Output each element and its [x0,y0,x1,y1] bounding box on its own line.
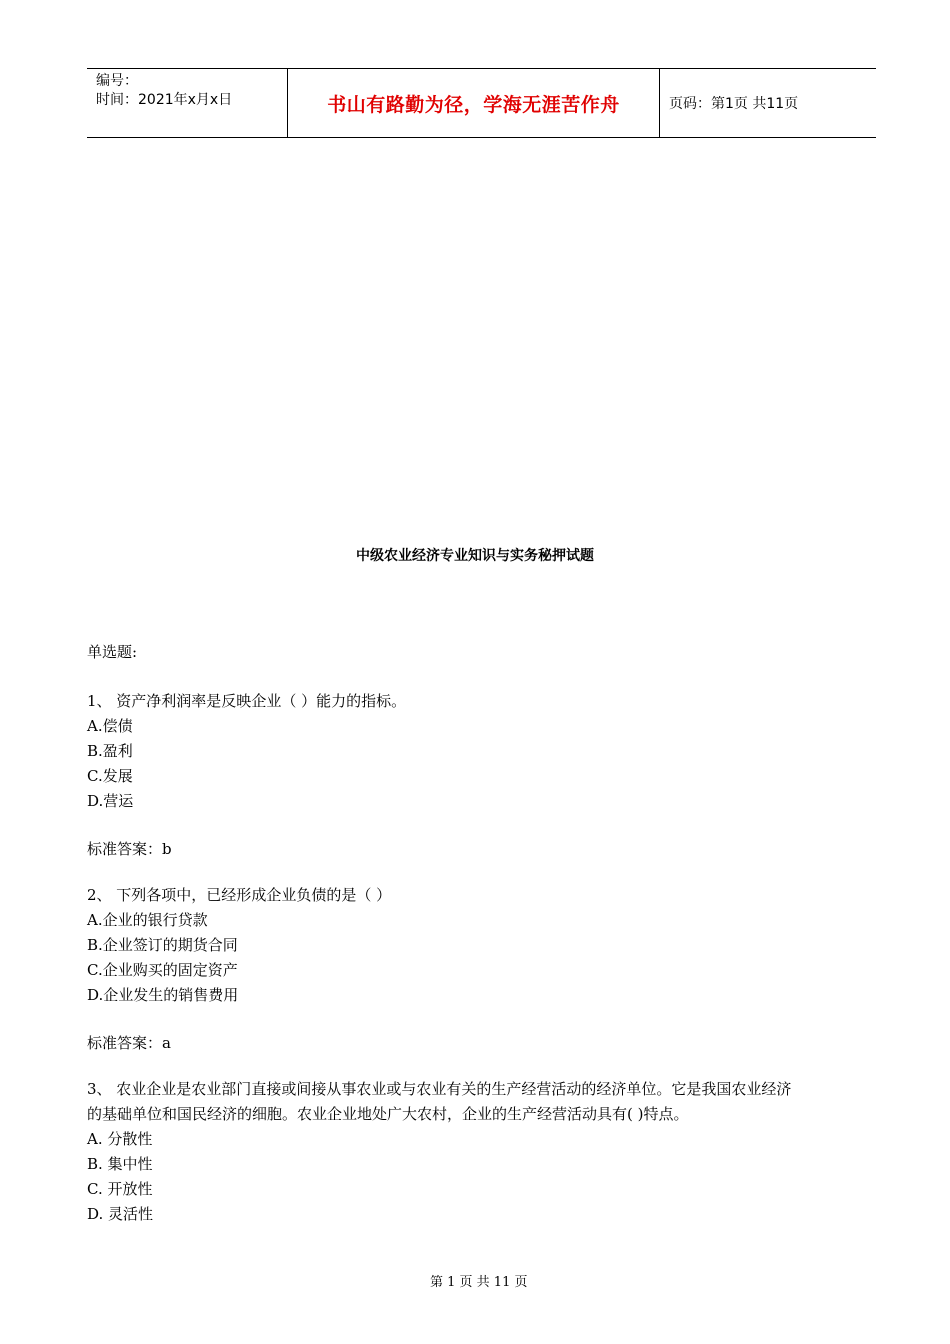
question-1-option-d: D.营运 [87,792,134,810]
document-code-label: 编号： [96,73,138,89]
question-2-answer: 标准答案：a [87,1034,171,1052]
document-title: 中级农业经济专业知识与实务秘押试题 [356,548,594,564]
question-3-option-d: D. 灵活性 [87,1205,154,1223]
document-time-label: 时间：2021年x月x日 [96,92,233,108]
question-2-option-b: B.企业签订的期货合同 [87,936,238,954]
question-3-stem-line-2: 的基础单位和国民经济的细胞。农业企业地处广大农村，企业的生产经营活动具有( )特点。 [87,1105,689,1123]
header-motto-cell [287,69,660,137]
question-3-option-b: B. 集中性 [87,1155,153,1173]
question-3-stem-line-1: 3、 农业企业是农业部门直接或间接从事农业或与农业有关的生产经营活动的经济单位。它是我国农业经济 [87,1080,792,1098]
section-label: 单选题: [87,643,138,661]
question-1-stem: 1、 资产净利润率是反映企业（ ）能力的指标。 [87,692,407,710]
question-3-option-c: C. 开放性 [87,1180,153,1198]
header-page-info: 页码：第1页 共11页 [669,96,799,112]
header-page-cell [660,69,876,137]
page-footer [0,1271,950,1290]
question-2-option-d: D.企业发生的销售费用 [87,986,239,1004]
question-2-stem: 2、 下列各项中，已经形成企业负债的是（ ） [87,886,392,904]
header-meta-cell [87,69,287,137]
question-1-answer: 标准答案：b [87,840,172,858]
footer-page-number: 第 1 页 共 11 页 [430,1275,528,1290]
question-2-option-c: C.企业购买的固定资产 [87,961,238,979]
question-1-option-c: C.发展 [87,767,133,785]
question-3-option-a: A. 分散性 [87,1130,153,1148]
page-header [87,68,876,138]
header-motto: 书山有路勤为径，学海无涯苦作舟 [327,93,620,116]
question-1-option-a: A.偿债 [87,717,133,735]
question-1-option-b: B.盈利 [87,742,133,760]
question-2-option-a: A.企业的银行贷款 [87,911,208,929]
